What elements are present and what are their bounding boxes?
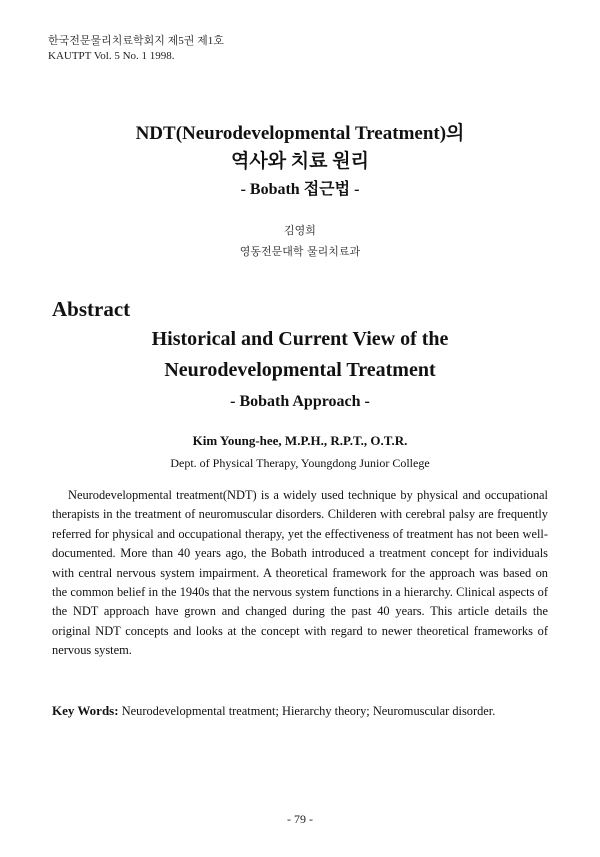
korean-author-block bbox=[0, 220, 600, 262]
page-number: - 79 - bbox=[287, 812, 313, 826]
korean-author-affiliation: 영동전문대학 물리치료과 bbox=[239, 245, 361, 258]
journal-header bbox=[48, 34, 224, 64]
english-title-line2: Neurodevelopmental Treatment bbox=[164, 359, 436, 381]
korean-title-subtitle: - Bobath 접근법 - bbox=[240, 181, 360, 198]
journal-name-english: KAUTPT Vol. 5 No. 1 1998. bbox=[48, 50, 175, 62]
keywords-list: Neurodevelopmental treatment; Hierarchy theory; Neuromuscular disorder. bbox=[121, 704, 496, 718]
english-title-subtitle: - Bobath Approach - bbox=[230, 393, 370, 410]
abstract-body: Neurodevelopmental treatment(NDT) is a widely used technique by physical and occupational therapists in the treatment of neuromuscular disorders. Childeren with cerebral palsy are frequently referred for physical and occupational therapy, yet the effectiveness of treatment has not been well-documented. More than 40 years ago, the Bobath introduced a treatment concept for individuals with central nervous system impairment. A theoretical framework for the approach was based on the common belief in the 1940s that the nervous system functions in a hierarchy. Clinical aspects of the NDT approach have grown and changed during the past 40 years. This article details the original NDT concepts and looks at the concept with regard to newer theoretical frameworks of nervous system. bbox=[52, 488, 548, 658]
korean-title-line2: 역사와 치료 원리 bbox=[231, 151, 369, 172]
korean-title bbox=[0, 120, 600, 204]
english-title-line1: Historical and Current View of the bbox=[151, 328, 449, 350]
korean-author-name: 김영희 bbox=[284, 224, 316, 237]
english-title bbox=[0, 324, 600, 417]
journal-name-korean: 한국전문물리치료학회지 제5권 제1호 bbox=[48, 35, 224, 47]
english-author-block bbox=[0, 430, 600, 474]
keywords-label: Key Words: bbox=[52, 703, 119, 718]
english-author-name: Kim Young-hee, M.P.H., R.P.T., O.T.R. bbox=[192, 433, 408, 448]
korean-title-line1: NDT(Neurodevelopmental Treatment)의 bbox=[135, 123, 465, 144]
abstract-heading: Abstract bbox=[52, 297, 131, 321]
english-author-affiliation: Dept. of Physical Therapy, Youngdong Junior College bbox=[170, 456, 430, 470]
keywords-paragraph bbox=[52, 701, 548, 721]
